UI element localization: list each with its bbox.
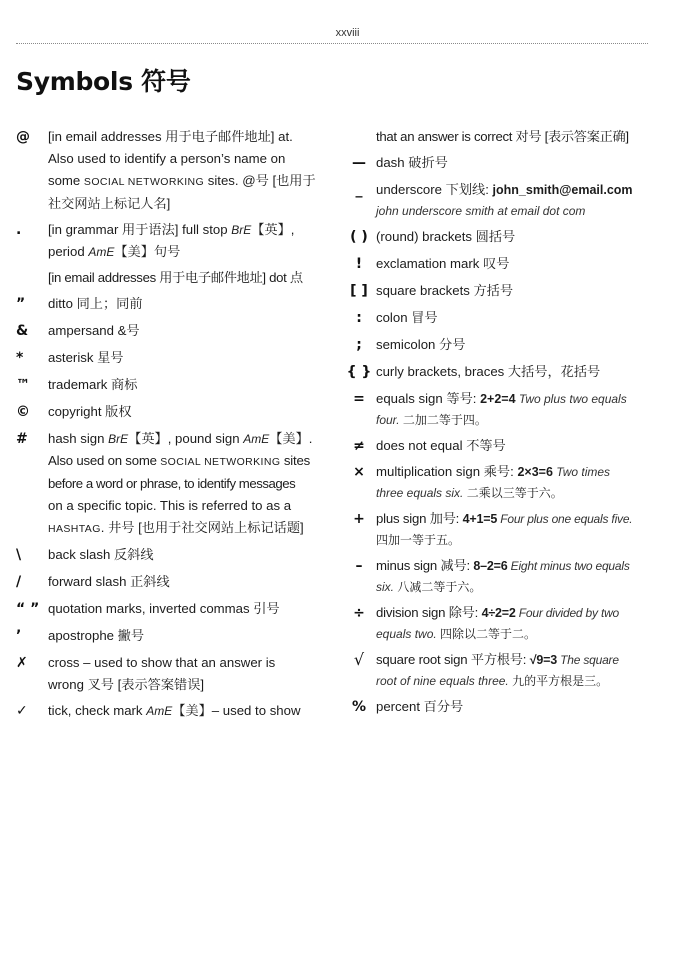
example-italic: Four divided by two — [515, 606, 620, 620]
entry-multiplication-sign — [342, 461, 650, 504]
text-run: [in grammar 用于语法] full stop — [48, 222, 232, 237]
example-italic: Two times — [552, 465, 611, 479]
entry-text: percent 百分号 — [376, 699, 464, 714]
abbreviation: BrE — [231, 223, 252, 237]
entry-line — [376, 179, 650, 201]
example-bold: √9=3 — [529, 653, 557, 667]
text-run: equals sign 等号: — [376, 391, 481, 406]
symbol: { } — [346, 364, 372, 380]
entry-text: (round) brackets 圆括号 — [376, 229, 516, 244]
symbol: # — [16, 431, 28, 447]
entry-ditto — [16, 293, 321, 315]
entry-line: Also used to identify a person’s name on — [48, 151, 286, 166]
entry-line: on a specific topic. This is referred to as a — [48, 498, 292, 513]
entry-text — [48, 652, 321, 696]
entry-text: back slash 反斜线 — [48, 547, 154, 562]
entry-percent — [342, 696, 650, 718]
example-bold: 2×3=6 — [517, 465, 553, 479]
symbol: × — [353, 464, 365, 480]
entry-colon — [342, 307, 650, 329]
symbol: @ — [16, 129, 30, 145]
text-run: some — [48, 173, 84, 188]
entry-text — [376, 461, 650, 504]
entry-dash — [342, 152, 650, 174]
entry-line — [376, 508, 650, 530]
example-italic: four. — [376, 413, 400, 427]
text-run: sites — [280, 453, 311, 468]
entry-tick — [16, 700, 321, 722]
text-run: underscore 下划线: — [376, 182, 493, 197]
symbol: \ — [16, 547, 22, 563]
entry-line: before a word or phrase, to identify messages — [48, 476, 296, 491]
entry-text — [376, 649, 650, 692]
entry-line — [48, 450, 321, 473]
abbreviation: AmE — [146, 704, 173, 718]
symbol: ’ — [16, 628, 22, 644]
text-run: period — [48, 244, 89, 259]
entry-line — [376, 649, 650, 671]
small-caps: HASHTAG — [48, 523, 101, 535]
entry-text — [48, 700, 321, 722]
entry-square-brackets — [342, 280, 650, 302]
symbol: . — [16, 222, 22, 238]
example-chinese: 二乘以三等于六。 — [463, 486, 563, 500]
example-bold: 4÷2=2 — [481, 606, 516, 620]
symbol: / — [16, 574, 22, 590]
entry-exclamation-mark — [342, 253, 650, 275]
small-caps: SOCIAL NETWORKING — [160, 456, 281, 468]
example-chinese: 八减二等于六。 — [394, 580, 482, 594]
example-italic: john underscore smith at email dot com — [376, 204, 586, 218]
example-chinese: 四加一等于五。 — [376, 533, 461, 547]
entry-hash-sign — [16, 428, 321, 540]
entry-text — [376, 388, 650, 431]
symbol: ≠ — [353, 438, 365, 454]
entry-semicolon — [342, 334, 650, 356]
symbol: ™ — [16, 377, 30, 393]
example-chinese: 二加二等于四。 — [399, 413, 487, 427]
entry-line — [376, 388, 650, 410]
entry-text: ampersand &号 — [48, 323, 140, 338]
text-run: 【英】, pound sign — [128, 431, 244, 446]
entry-text — [48, 219, 321, 289]
text-run: 【美】句号 — [114, 244, 181, 259]
symbol: : — [356, 310, 362, 326]
example-italic: Eight minus two equals — [507, 559, 630, 573]
entry-not-equal — [342, 435, 650, 457]
entry-text: apostrophe 撇号 — [48, 628, 145, 643]
entry-text — [376, 508, 650, 551]
entry-text — [376, 555, 650, 598]
entry-underscore — [342, 179, 650, 222]
entry-square-root-sign — [342, 649, 650, 692]
entry-ampersand — [16, 320, 321, 342]
entry-copyright — [16, 401, 321, 423]
entry-text: ditto 同上；同前 — [48, 296, 143, 311]
example-italic: root of nine equals three. — [376, 674, 509, 688]
entry-cross — [16, 652, 321, 696]
entry-line — [376, 483, 650, 504]
text-run: hash sign — [48, 431, 109, 446]
entry-text: exclamation mark 叹号 — [376, 256, 510, 271]
entry-text: semicolon 分号 — [376, 337, 466, 352]
symbol: – — [355, 558, 363, 574]
entry-text: colon 冒号 — [376, 310, 438, 325]
entry-text — [376, 602, 650, 645]
symbol: [ ] — [350, 283, 368, 299]
entry-minus-sign — [342, 555, 650, 598]
entry-full-stop — [16, 219, 321, 289]
entry-text: does not equal 不等号 — [376, 438, 506, 453]
symbol: ; — [356, 337, 362, 353]
symbol: ✗ — [16, 655, 28, 671]
symbol: ( ) — [350, 229, 368, 245]
header-rule — [16, 43, 648, 44]
entry-text: quotation marks, inverted commas 引号 — [48, 601, 280, 616]
example-italic: equals two. — [376, 627, 437, 641]
entry-line: [in email addresses 用于电子邮件地址] at. — [48, 129, 293, 144]
symbol: — — [352, 155, 366, 171]
small-caps: SOCIAL NETWORKING — [83, 176, 205, 188]
text-run: plus sign 加号: — [376, 511, 463, 526]
example-bold: 2+2=4 — [480, 392, 516, 406]
symbol: * — [16, 350, 24, 366]
entry-line — [376, 624, 650, 645]
entry-line — [376, 555, 650, 577]
entry-forward-slash — [16, 571, 321, 593]
entry-division-sign — [342, 602, 650, 645]
example-italic: Two plus two equals — [515, 392, 627, 406]
entry-line — [48, 219, 321, 241]
entry-equals-sign — [342, 388, 650, 431]
entry-at-sign — [16, 126, 321, 215]
entry-line — [48, 241, 321, 263]
entry-tick-continuation — [342, 126, 650, 148]
entry-line: wrong 叉号 [表示答案错误] — [48, 677, 205, 692]
text-run: 【美】– used to show — [172, 703, 301, 718]
page-title: Symbols 符号 — [16, 67, 191, 96]
text-run: multiplication sign 乘号: — [376, 464, 518, 479]
text-run: Also used on some — [48, 453, 161, 468]
symbol: ÷ — [353, 605, 365, 621]
example-chinese: 九的平方根是三。 — [508, 674, 609, 688]
entry-line — [376, 602, 650, 624]
example-bold: john_smith@email.com — [492, 183, 633, 197]
example-italic: three equals six. — [376, 486, 464, 500]
text-run: sites. @号 [也用于 — [204, 173, 316, 188]
text-run: . 井号 [也用于社交网站上标记话题] — [100, 520, 304, 535]
text-run: minus sign 减号: — [376, 558, 474, 573]
symbol: & — [16, 323, 29, 339]
entry-line — [376, 577, 650, 598]
page-number: xxviii — [335, 27, 360, 39]
example-bold: 4+1=5 — [462, 512, 498, 526]
example-bold: 8–2=6 — [473, 559, 508, 573]
entry-line: cross – used to show that an answer is — [48, 655, 276, 670]
symbol: © — [16, 404, 30, 420]
symbol: _ — [355, 182, 363, 198]
entry-text: copyright 版权 — [48, 404, 132, 419]
abbreviation: AmE — [243, 432, 270, 446]
entry-plus-sign — [342, 508, 650, 551]
example-italic: Four plus one equals five. — [497, 512, 633, 526]
symbol: “ ” — [16, 601, 40, 617]
entry-text: forward slash 正斜线 — [48, 574, 170, 589]
entry-text: dash 破折号 — [376, 155, 448, 170]
text-run: tick, check mark — [48, 703, 147, 718]
entry-line — [376, 461, 650, 483]
example-italic: The square — [556, 653, 619, 667]
symbol: ! — [355, 256, 363, 272]
right-column — [342, 126, 650, 718]
symbol: = — [353, 391, 365, 407]
abbreviation: BrE — [108, 432, 129, 446]
symbol: √ — [353, 650, 365, 669]
entry-text — [376, 179, 650, 222]
entry-text: square brackets 方括号 — [376, 283, 514, 298]
entry-line — [48, 517, 321, 540]
entry-line: [in email addresses 用于电子邮件地址] dot 点 — [48, 270, 303, 285]
entry-line: 社交网站上标记人名] — [48, 196, 171, 211]
symbol: + — [353, 511, 365, 527]
text-run: division sign 除号: — [376, 605, 482, 620]
entry-line — [48, 700, 321, 722]
entry-line — [376, 410, 650, 431]
example-chinese: 四除以二等于二。 — [436, 627, 537, 641]
entry-curly-brackets — [342, 361, 650, 383]
entry-text: asterisk 星号 — [48, 350, 124, 365]
symbol: ” — [16, 296, 26, 312]
entry-round-brackets — [342, 226, 650, 248]
example-italic: six. — [376, 580, 394, 594]
entry-trademark — [16, 374, 321, 396]
text-run: 【美】. — [269, 431, 313, 446]
text-run: 【英】, — [251, 222, 295, 237]
entry-asterisk — [16, 347, 321, 369]
entry-line — [376, 671, 650, 692]
entry-quotation-marks — [16, 598, 321, 620]
abbreviation: AmE — [88, 245, 115, 259]
entry-text: that an answer is correct 对号 [表示答案正确] — [376, 129, 629, 144]
left-column — [16, 126, 321, 722]
entry-text — [48, 428, 321, 540]
entry-text: trademark 商标 — [48, 377, 138, 392]
entry-text: curly brackets, braces 大括号，花括号 — [376, 364, 601, 379]
text-run: square root sign 平方根号: — [376, 652, 530, 667]
symbol: ✓ — [16, 703, 28, 719]
entry-line — [48, 428, 321, 450]
entry-back-slash — [16, 544, 321, 566]
symbol: % — [351, 699, 367, 715]
entry-apostrophe — [16, 625, 321, 647]
entry-line — [48, 170, 321, 193]
entry-text — [48, 126, 321, 215]
